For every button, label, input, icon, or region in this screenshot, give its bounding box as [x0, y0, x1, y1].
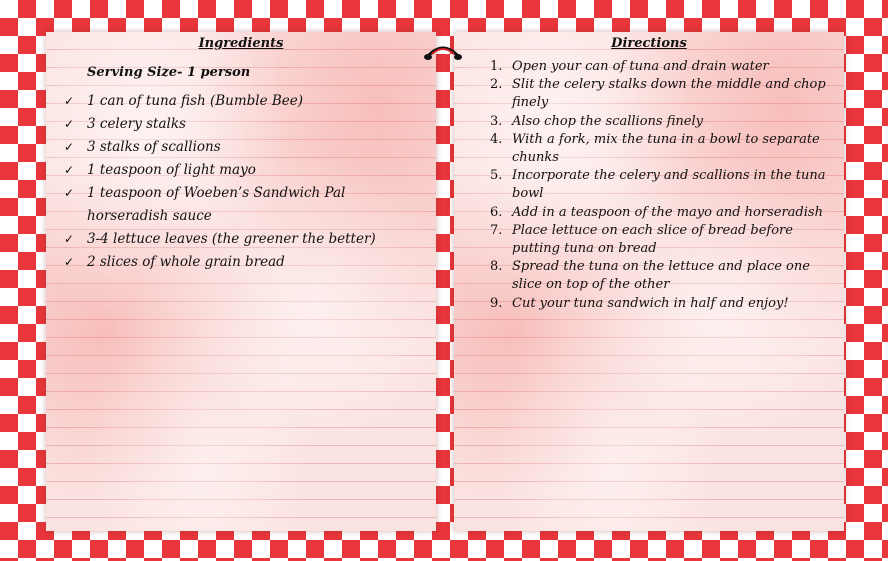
list-item [482, 113, 832, 131]
serving-size: Serving Size- 1 person [87, 65, 251, 80]
ingredient-text: 1 can of tuna fish (Bumble Bee) [87, 93, 304, 109]
step-number: 6. [490, 204, 503, 220]
check-icon: ✓ [64, 94, 75, 108]
check-icon: ✓ [64, 117, 75, 131]
list-item [482, 222, 832, 258]
step-number: 2. [490, 77, 503, 93]
directions-list [482, 58, 832, 313]
ingredients-title: Ingredients [198, 36, 284, 51]
step-number: 4. [490, 131, 503, 147]
step-number: 7. [490, 222, 503, 238]
step-number: 3. [490, 113, 503, 129]
check-icon: ✓ [64, 140, 75, 154]
step-text: Add in a teaspoon of the mayo and horseradish [512, 204, 823, 220]
directions-page [454, 32, 844, 531]
check-icon: ✓ [64, 163, 75, 177]
list-item [482, 58, 832, 76]
step-text: Incorporate the celery and scallions in the tuna bowl [512, 168, 826, 202]
list-item [64, 251, 414, 274]
list-item [64, 90, 414, 113]
list-item [482, 204, 832, 222]
step-number: 9. [490, 295, 503, 311]
step-number: 1. [490, 59, 503, 74]
step-text: With a fork, mix the tuna in a bowl to separate chunks [512, 131, 820, 166]
ingredient-text: 3 stalks of scallions [87, 139, 221, 155]
step-text: Place lettuce on each slice of bread before putting tuna on bread [512, 222, 793, 257]
binder-clip-icon [424, 42, 462, 62]
list-item [482, 131, 832, 167]
ingredients-list [64, 90, 414, 274]
step-text: Cut your tuna sandwich in half and enjoy! [512, 295, 789, 311]
list-item [64, 182, 414, 228]
step-text: Slit the celery stalks down the middle and chop finely [512, 77, 826, 111]
step-number: 8. [490, 259, 503, 275]
check-icon: ✓ [64, 232, 75, 246]
ingredient-text: 3 celery stalks [87, 116, 186, 132]
step-text: Also chop the scallions finely [512, 113, 703, 129]
list-item [482, 76, 832, 112]
directions-title: Directions [611, 36, 687, 51]
check-icon: ✓ [64, 186, 75, 200]
check-icon: ✓ [64, 255, 75, 269]
list-item [64, 136, 414, 159]
list-item [482, 295, 832, 313]
ingredient-text: 1 teaspoon of light mayo [87, 162, 256, 178]
step-text: Open your can of tuna and drain water [512, 59, 769, 74]
ingredients-page [46, 32, 436, 531]
list-item [482, 258, 832, 294]
list-item [64, 228, 414, 251]
step-number: 5. [490, 168, 503, 184]
ingredient-text: 1 teaspoon of Woeben’s Sandwich Pal horseradish sauce [87, 185, 346, 224]
list-item [64, 113, 414, 136]
step-text: Spread the tuna on the lettuce and place one slice on top of the other [512, 259, 810, 293]
ingredient-text: 2 slices of whole grain bread [87, 254, 285, 270]
list-item [64, 159, 414, 182]
list-item [482, 167, 832, 203]
ingredient-text: 3-4 lettuce leaves (the greener the better) [87, 231, 376, 247]
